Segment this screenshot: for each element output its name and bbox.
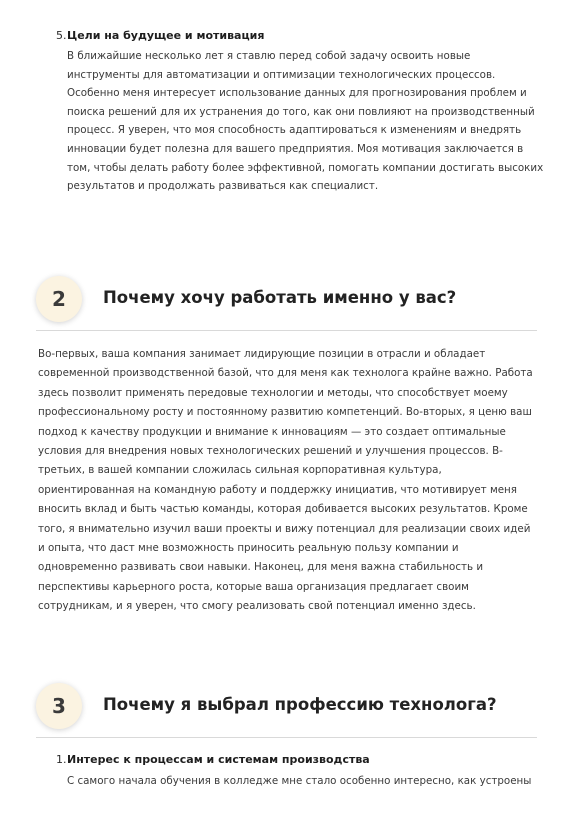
section-title: Почему я выбрал профессию технолога? xyxy=(103,695,497,714)
list-item-header xyxy=(56,752,546,768)
section-number-badge: 3 xyxy=(36,683,82,729)
section-paragraph: Во-первых, ваша компания занимает лидирующие позиции в отрасли и обладает современной производственной базой, что для меня как технолога крайне важно. Работа здесь позволит применять передовые технологии и методы, что способствует моему профессиональному росту и постоянному развитию компетенций. Во-вторых, я ценю ваш подход к качеству продукции и внимание к инновациям — это создает оптимальные условия для внедрения новых технологических решений и улучшения процессов. В-третьих, в вашей компании сложилась сильная корпоративная культура, ориентированная на командную работу и поддержку инициатив, что мотивирует меня вносить вклад и быть частью команды, которая добивается высоких результатов. Кроме того, я внимательно изучил ваши проекты и вижу потенциал для реализации своих идей и опыта, что даст мне возможность приносить реальную пользу компании и одновременно развивать свои навыки. Наконец, для меня важна стабильность и перспективы карьерного роста, которые ваша организация предлагает своим сотрудникам, и я уверен, что смогу реализовать свой потенциал именно здесь. xyxy=(38,348,533,613)
section-title: Почему хочу работать именно у вас? xyxy=(103,288,457,307)
list-item-number: 5. xyxy=(56,29,67,42)
list-item-title: Цели на будущее и мотивация xyxy=(67,29,265,42)
section-header-3 xyxy=(36,683,537,738)
list-item-header xyxy=(56,28,546,44)
list-item-goals xyxy=(56,28,546,196)
list-item-number: 1. xyxy=(56,753,67,766)
list-item-title: Интерес к процессам и системам производства xyxy=(67,753,370,766)
section-header-2 xyxy=(36,276,537,331)
section-number-badge: 2 xyxy=(36,276,82,322)
list-item-body: С самого начала обучения в колледже мне стало особенно интересно, как устроены xyxy=(67,775,532,787)
list-item-interest xyxy=(56,752,546,791)
list-item-body: В ближайшие несколько лет я ставлю перед собой задачу освоить новые инструменты для автоматизации и оптимизации технологических процессов. Особенно меня интересует использование данных для прогнозирования проблем и поиска решений для их устранения до того, как они повлияют на производственный процесс. Я уверен, что моя способность адаптироваться к изменениям и внедрять инновации будет полезна для вашего предприятия. Моя мотивация заключается в том, чтобы делать работу более эффективной, помогать компании достигать высоких результатов и продолжать развиваться как специалист. xyxy=(67,50,544,193)
